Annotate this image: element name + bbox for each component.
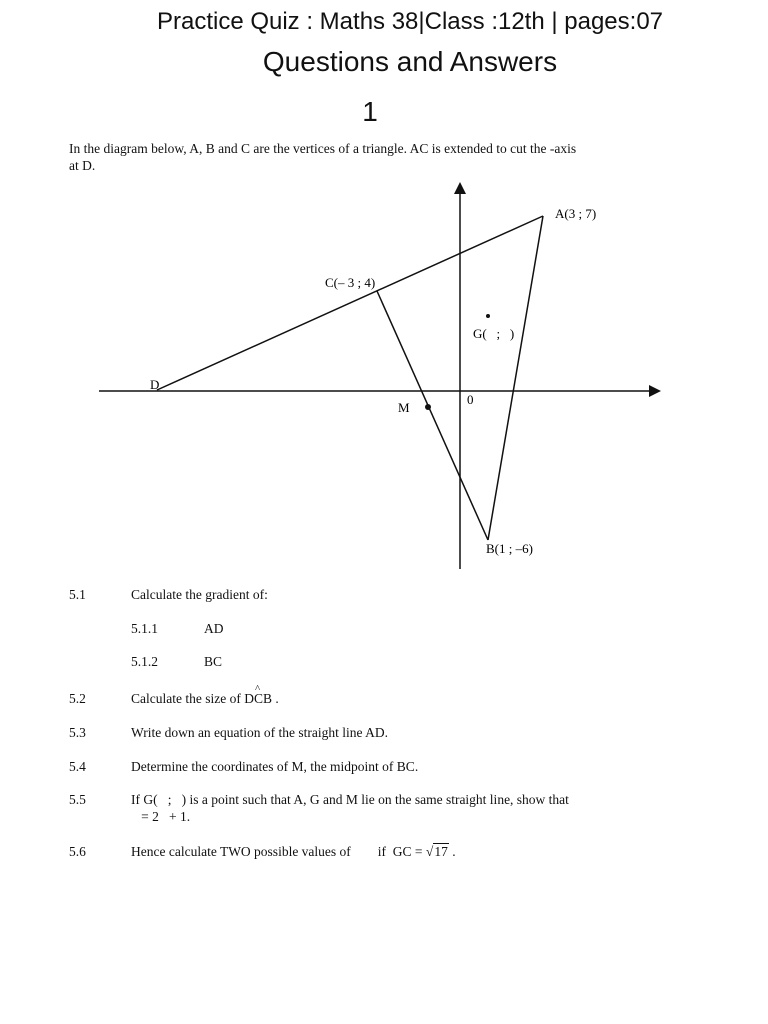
- question-text: [131, 690, 671, 707]
- question-text: Determine the coordinates of M, the midpoint of BC.: [131, 759, 419, 774]
- line-ab: [488, 216, 543, 540]
- label-m: M: [398, 400, 410, 415]
- text-line-1: If G( ; ) is a point such that A, G and M lie on the same straight line, show that: [131, 792, 569, 807]
- question-number: 5.1.1: [131, 621, 158, 636]
- question-text: AD: [204, 621, 224, 636]
- question-number: 5.1.2: [131, 654, 158, 669]
- text-part: Hence calculate TWO possible values of if GC = √: [131, 844, 434, 859]
- label-origin: 0: [467, 392, 474, 407]
- question-text: Write down an equation of the straight line AD.: [131, 725, 389, 740]
- page-subtitle: Questions and Answers: [262, 46, 558, 77]
- label-g: G( ; ): [473, 326, 515, 341]
- line-da: [157, 216, 543, 390]
- sqrt-value: 17: [434, 844, 448, 859]
- label-b: B(1 ; –6): [486, 541, 533, 556]
- intro-line-1: In the diagram below, A, B and C are the vertices of a triangle. AC is extended to cut the -axis: [69, 141, 577, 156]
- text-line-2: = 2 + 1.: [131, 809, 191, 824]
- point-g: [486, 314, 490, 318]
- question-text: BC: [204, 654, 223, 669]
- text-part: .: [448, 844, 456, 859]
- label-c: C(– 3 ; 4): [325, 275, 376, 290]
- question-text: [131, 791, 671, 825]
- label-a: A(3 ; 7): [555, 206, 597, 221]
- intro-line-2: at D.: [69, 158, 96, 173]
- triangle-diagram: [0, 180, 768, 575]
- angle-vertex: ^ C: [254, 690, 263, 707]
- question-number: 5.6: [69, 844, 86, 859]
- text-part: Calculate the size of D: [131, 691, 254, 706]
- question-number: 5.3: [69, 725, 86, 740]
- question-number: 5.1: [69, 587, 86, 602]
- page-number: 1: [362, 96, 378, 127]
- question-text: [131, 843, 671, 860]
- question-number: 5.4: [69, 759, 86, 774]
- point-m: [425, 404, 431, 410]
- question-text: Calculate the gradient of:: [131, 587, 268, 602]
- question-intro: [69, 140, 669, 174]
- quiz-title: Practice Quiz : Maths 38|Class :12th | pages:07: [156, 8, 664, 35]
- question-number: 5.5: [69, 792, 86, 807]
- question-number: 5.2: [69, 691, 86, 706]
- label-d: D: [150, 377, 160, 392]
- text-part: B .: [262, 691, 279, 706]
- line-cb: [377, 291, 488, 540]
